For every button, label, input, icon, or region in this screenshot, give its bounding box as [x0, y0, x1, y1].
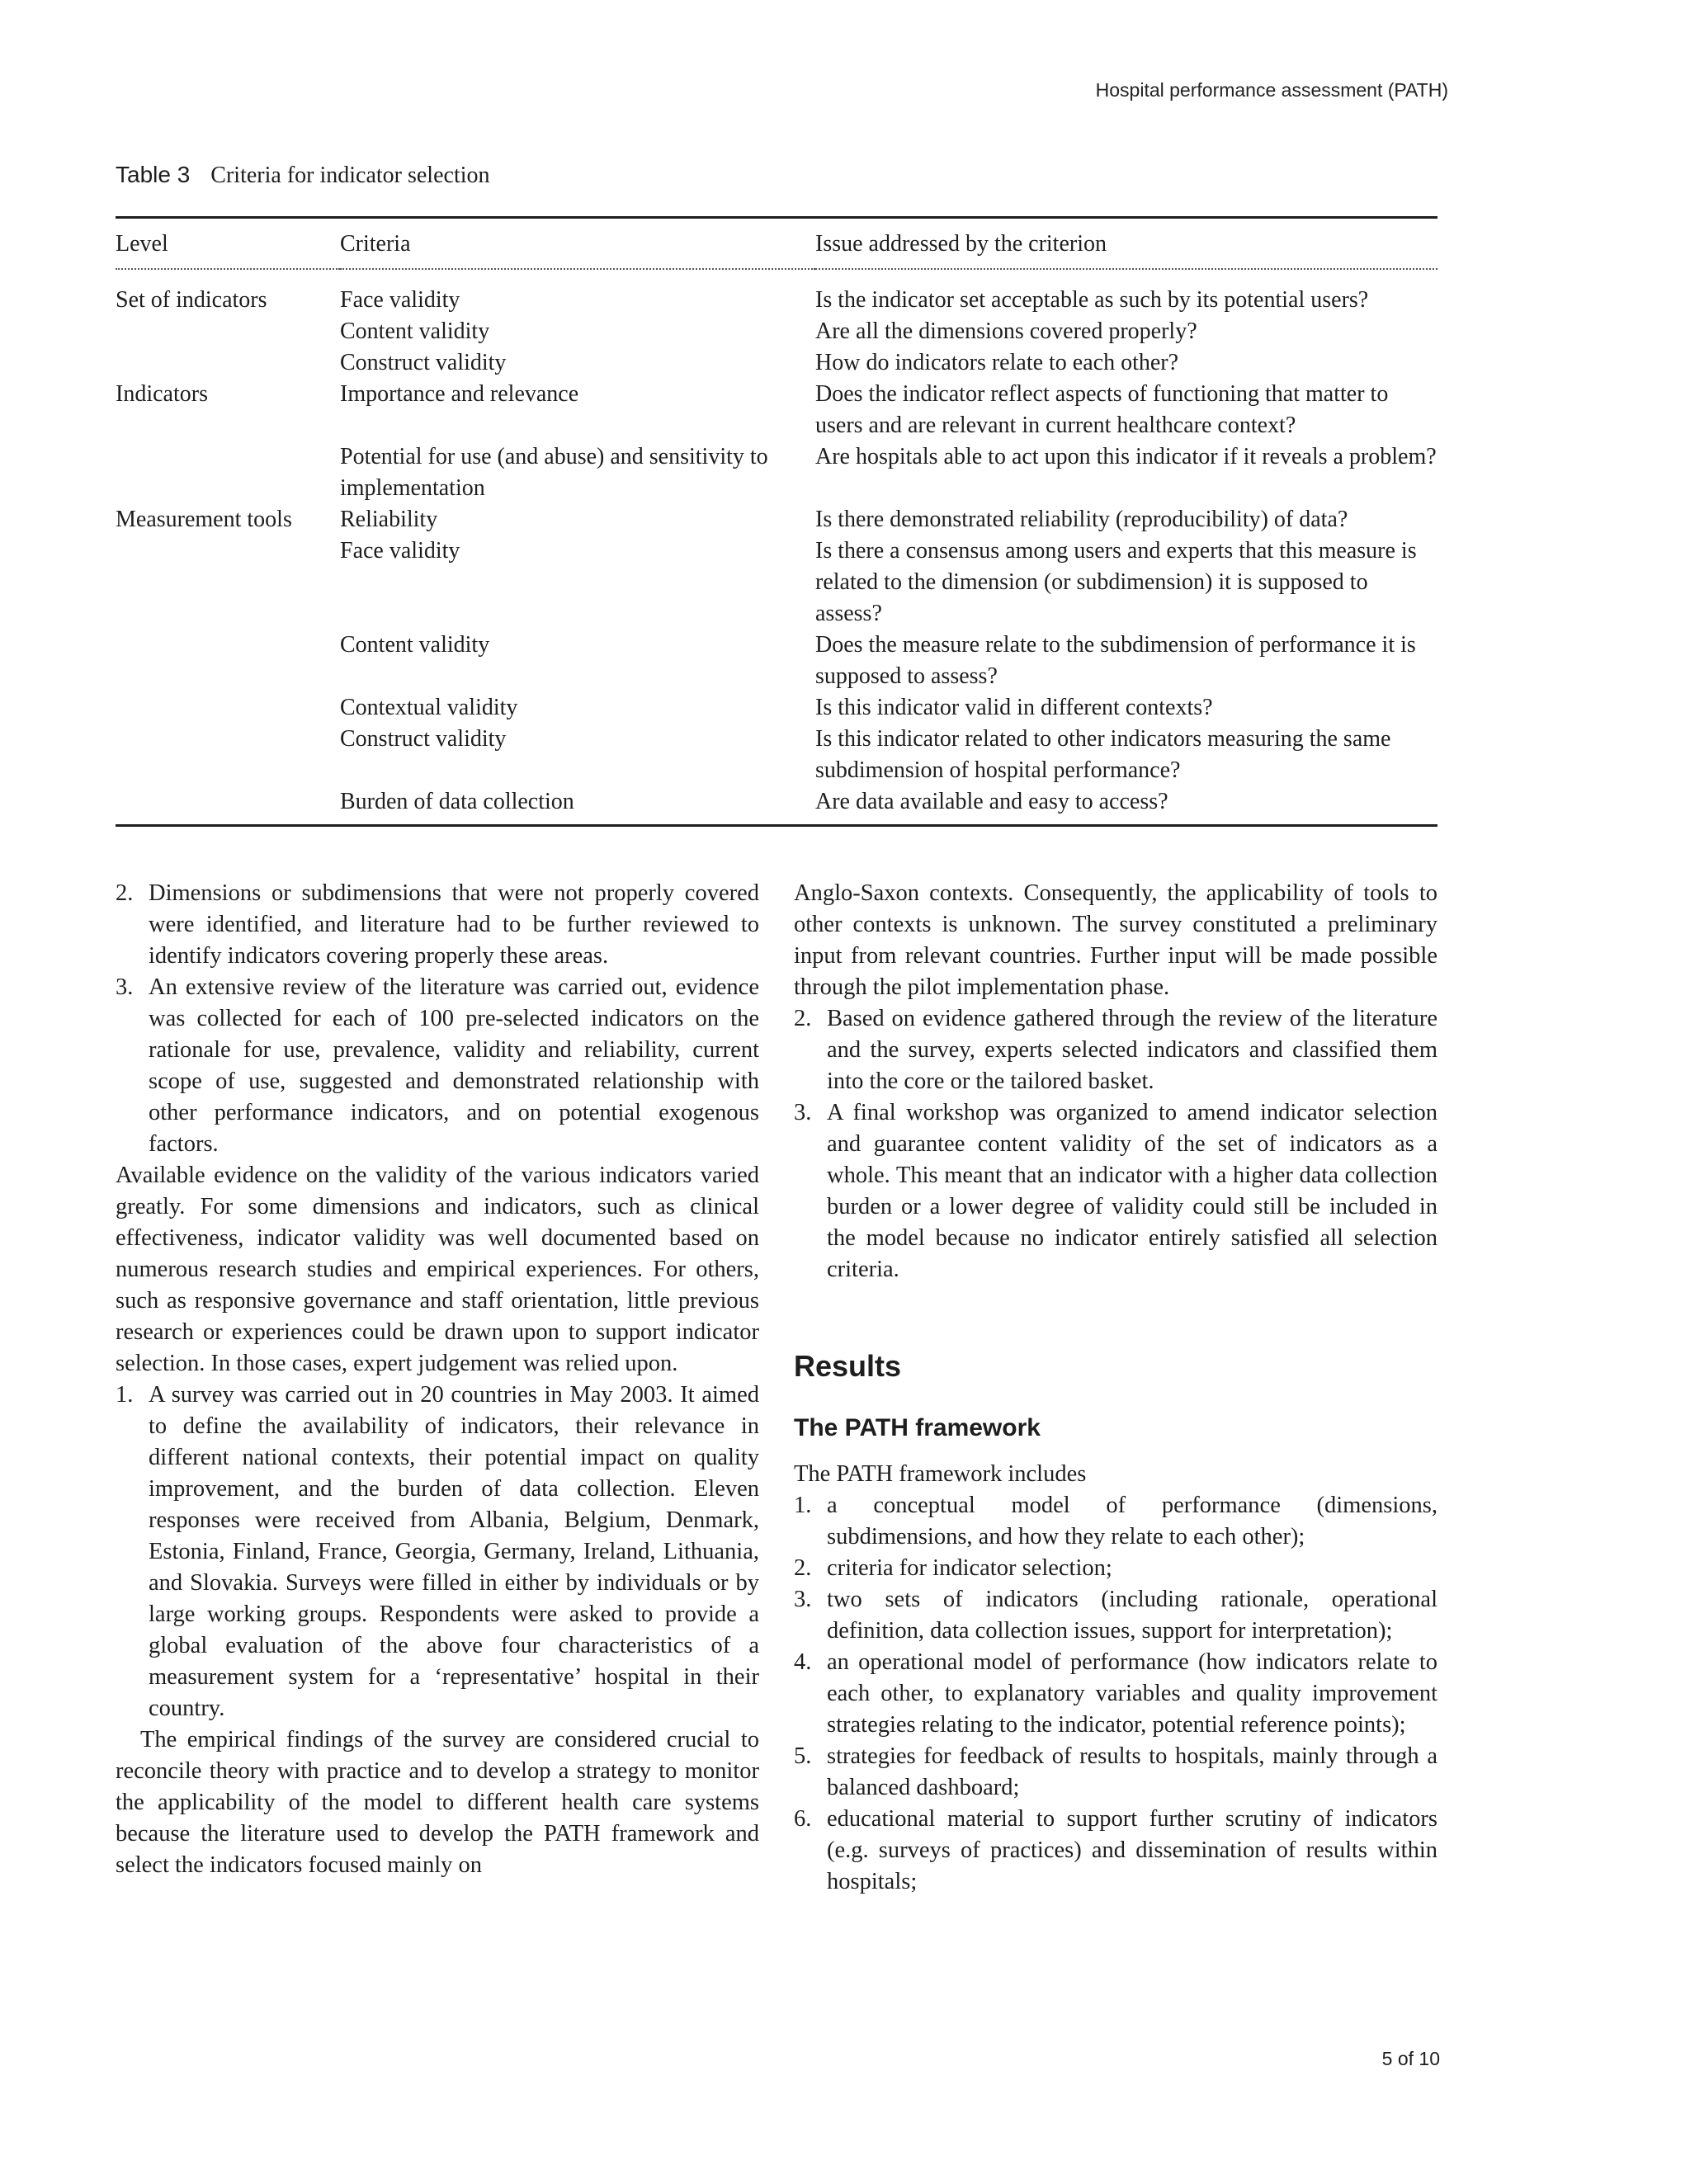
cell-issue: Does the measure relate to the subdimension of performance it is supposed to assess?: [815, 632, 1416, 689]
results-heading: Results: [794, 1349, 902, 1383]
cell-level: [116, 630, 340, 692]
list-number: 2.: [794, 1006, 812, 1031]
cell-level: Indicators: [116, 381, 208, 407]
table-row: [116, 269, 1437, 316]
table-row: [116, 535, 1437, 630]
cell-criteria: Construct validity: [340, 726, 507, 752]
cell-level: [116, 692, 340, 724]
list-text: An extensive review of the literature was carried out, evidence was collected for each of 100 pre-selected indicators on the rationale for use, prevalence, validity and reliability, current scope of use, suggested and demonstrated relationship with other performance indicators, and on potential exogenous factors.: [149, 974, 759, 1157]
table-row: [116, 347, 1437, 379]
list-text: Based on evidence gathered through the review of the literature and the survey, experts selected indicators and classified them into the core or the tailored basket.: [827, 1006, 1437, 1094]
body-paragraph: Available evidence on the validity of the various indicators varied greatly. For some dimensions and indicators, such as clinical effectiveness, indicator validity was well documented based on numerous research studies and empirical experiences. For others, such as responsive governance and staff orientation, little previous research or experiences could be drawn upon to support indicator selection. In those cases, expert judgement was relied upon.: [116, 1163, 759, 1376]
table-header-row: [116, 218, 1437, 270]
cell-level: [116, 724, 340, 786]
right-column: [794, 878, 1437, 1898]
numbered-list: [794, 1003, 1437, 1285]
running-head: Hospital performance assessment (PATH): [1095, 79, 1448, 101]
list-number: 1.: [794, 1493, 812, 1518]
cell-criteria: Content validity: [340, 318, 490, 344]
list-item: [794, 1553, 1437, 1584]
cell-level: [116, 316, 340, 347]
header-criteria: Criteria: [340, 218, 815, 270]
list-item: [116, 878, 759, 972]
page-number: 5 of 10: [1381, 2048, 1440, 2069]
list-item: [116, 1380, 759, 1724]
cell-issue: Is the indicator set acceptable as such by its potential users?: [815, 287, 1369, 313]
list-text: educational material to support further scrutiny of indicators (e.g. surveys of practices) and dissemination of results within hospitals;: [827, 1806, 1437, 1894]
list-item: [794, 1584, 1437, 1647]
table-row: [116, 692, 1437, 724]
cell-criteria: Potential for use (and abuse) and sensitivity to implementation: [340, 444, 768, 501]
table-row: [116, 441, 1437, 504]
criteria-table-wrap: [116, 216, 1437, 827]
table-row: [116, 316, 1437, 347]
list-item: [116, 972, 759, 1160]
list-item: [794, 1097, 1437, 1285]
cell-issue: Does the indicator reflect aspects of functioning that matter to users and are relevant in current healthcare context?: [815, 381, 1389, 438]
list-number: 4.: [794, 1649, 812, 1675]
cell-criteria: Content validity: [340, 632, 490, 658]
list-number: 1.: [116, 1382, 134, 1408]
cell-criteria: Construct validity: [340, 350, 507, 375]
list-text: criteria for indicator selection;: [827, 1555, 1112, 1581]
cell-level: Measurement tools: [116, 507, 292, 532]
header-issue: Issue addressed by the criterion: [815, 218, 1437, 270]
cell-level: Set of indicators: [116, 287, 267, 313]
cell-level: [116, 441, 340, 504]
list-text: an operational model of performance (how indicators relate to each other, to explanatory variables and quality improvement strategies relating to the indicator, potential reference points);: [827, 1649, 1437, 1738]
header-level: Level: [116, 218, 340, 270]
numbered-list: [116, 878, 759, 1160]
list-text: two sets of indicators (including rationale, operational definition, data collection issues, support for interpretation);: [827, 1587, 1437, 1644]
cell-level: [116, 535, 340, 630]
cell-criteria: Face validity: [340, 287, 460, 313]
table-row: [116, 724, 1437, 786]
list-item: [794, 1804, 1437, 1898]
framework-list: [794, 1490, 1437, 1898]
cell-issue: Is this indicator valid in different contexts?: [815, 695, 1213, 720]
body-paragraph: The empirical findings of the survey are considered crucial to reconcile theory with practice and to develop a strategy to monitor the applicability of the model to different health care systems because the literature used to develop the PATH framework and select the indicators focused mainly on: [116, 1727, 759, 1878]
left-column: [116, 878, 759, 1881]
list-item: [794, 1741, 1437, 1804]
list-number: 5.: [794, 1743, 812, 1769]
cell-issue: Are hospitals able to act upon this indicator if it reveals a problem?: [815, 444, 1437, 469]
cell-issue: How do indicators relate to each other?: [815, 350, 1179, 375]
cell-criteria: Face validity: [340, 538, 460, 564]
list-text: Dimensions or subdimensions that were not properly covered were identified, and literature had to be further reviewed to identify indicators covering properly these areas.: [149, 880, 759, 969]
framework-intro: The PATH framework includes: [794, 1461, 1087, 1487]
list-number: 3.: [794, 1587, 812, 1612]
cell-criteria: Importance and relevance: [340, 381, 579, 407]
list-number: 3.: [794, 1100, 812, 1125]
list-number: 2.: [116, 880, 134, 906]
list-number: 3.: [116, 974, 134, 1000]
numbered-list: [116, 1380, 759, 1724]
cell-criteria: Reliability: [340, 507, 438, 532]
list-number: 6.: [794, 1806, 812, 1832]
table-row: [116, 786, 1437, 826]
cell-criteria: Burden of data collection: [340, 786, 815, 826]
criteria-table: [116, 216, 1437, 827]
cell-level: [116, 347, 340, 379]
framework-heading: The PATH framework: [794, 1414, 1041, 1441]
table-row: [116, 379, 1437, 441]
list-text: a conceptual model of performance (dimensions, subdimensions, and how they relate to each other);: [827, 1493, 1437, 1550]
table-row: [116, 504, 1437, 535]
table-caption-text: Criteria for indicator selection: [210, 163, 490, 188]
body-paragraph: Anglo-Saxon contexts. Consequently, the applicability of tools to other contexts is unknown. The survey constituted a preliminary input from relevant countries. Further input will be made possible through the pilot implementation phase.: [794, 880, 1437, 1000]
list-text: A final workshop was organized to amend indicator selection and guarantee content validity of the set of indicators as a whole. This meant that an indicator with a higher data collection burden or a lower degree of validity could still be included in the model because no indicator entirely satisfied all selection criteria.: [827, 1100, 1437, 1282]
cell-issue: Is this indicator related to other indicators measuring the same subdimension of hospital performance?: [815, 726, 1391, 783]
table-caption: [116, 162, 490, 189]
list-text: strategies for feedback of results to hospitals, mainly through a balanced dashboard;: [827, 1743, 1437, 1800]
table-label: Table 3: [116, 162, 191, 187]
cell-criteria: Contextual validity: [340, 695, 518, 720]
list-text: A survey was carried out in 20 countries in May 2003. It aimed to define the availability of indicators, their relevance in different national contexts, their potential impact on quality improvement, and the burden of data collection. Eleven responses were received from Albania, Belgium, Denmark, Estonia, Finland, France, Georgia, Germany, Ireland, Lithuania, and Slovakia. Surveys were filled in either by individuals or by large working groups. Respondents were asked to provide a global evaluation of the above four characteristics of a measurement system for a ‘representative’ hospital in their country.: [149, 1382, 759, 1721]
table-row: [116, 630, 1437, 692]
cell-issue: Are all the dimensions covered properly?: [815, 318, 1197, 344]
cell-issue: Is there demonstrated reliability (reproducibility) of data?: [815, 507, 1348, 532]
list-number: 2.: [794, 1555, 812, 1581]
list-item: [794, 1003, 1437, 1097]
cell-issue: Are data available and easy to access?: [815, 786, 1437, 826]
list-item: [794, 1490, 1437, 1553]
list-item: [794, 1647, 1437, 1741]
cell-issue: Is there a consensus among users and experts that this measure is related to the dimension (or subdimension) it is supposed to assess?: [815, 538, 1417, 626]
cell-level: [116, 786, 340, 826]
